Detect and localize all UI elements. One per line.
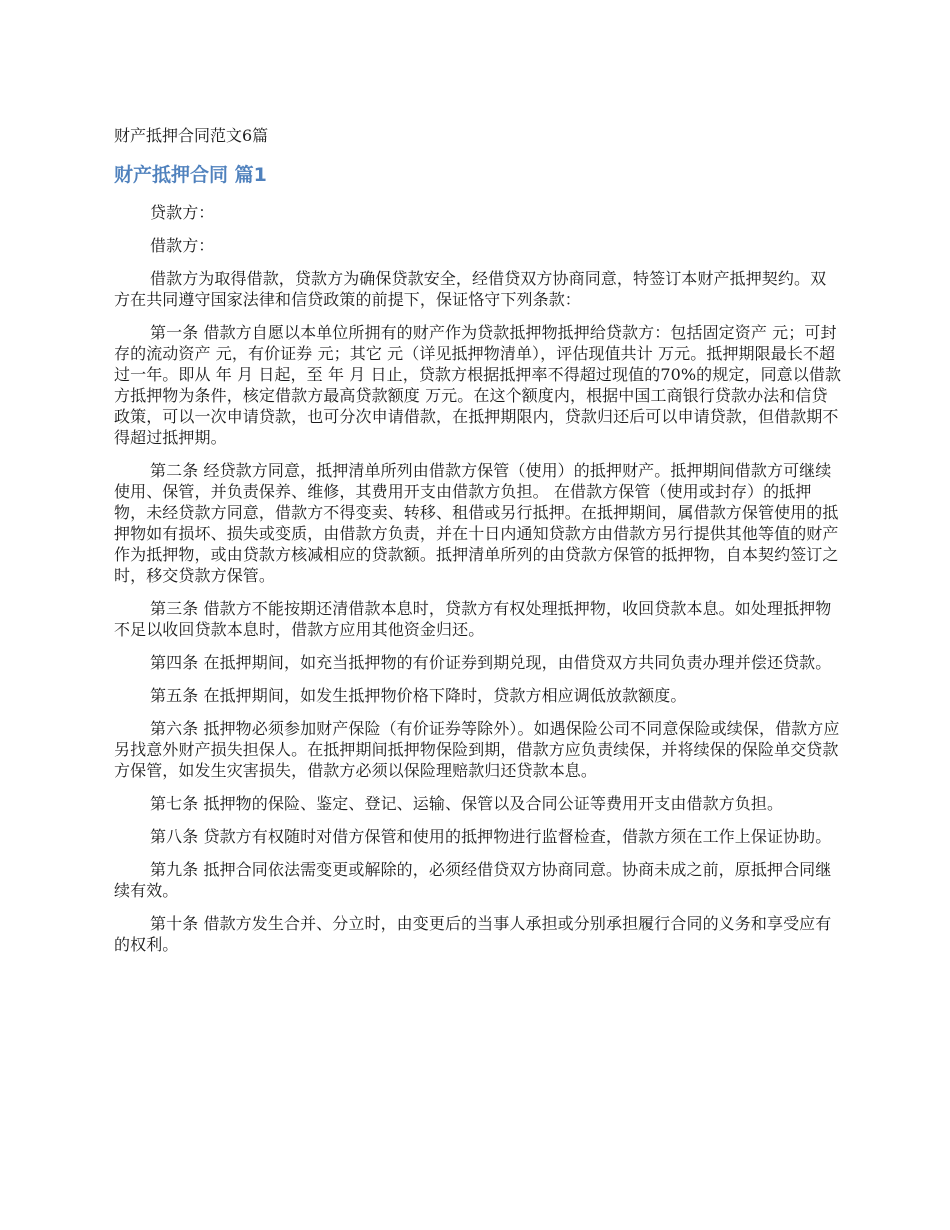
paragraph-article-9: 第九条 抵押合同依法需变更或解除的，必须经借贷双方协商同意。协商未成之前，原抵押合同继续有效。	[114, 860, 832, 900]
paragraph-article-8: 第八条 贷款方有权随时对借方保管和使用的抵押物进行监督检查，借款方须在工作上保证协助。	[150, 827, 832, 846]
paragraph-article-7: 第七条 抵押物的保险、鉴定、登记、运输、保管以及合同公证等费用开支由借款方负担。	[150, 794, 784, 813]
section-heading: 财产抵押合同 篇1	[114, 164, 267, 186]
paragraph-article-5: 第五条 在抵押期间，如发生抵押物价格下降时，贷款方相应调低放款额度。	[150, 686, 687, 705]
document-body	[114, 124, 842, 967]
paragraph-preamble: 借款方为取得借款，贷款方为确保贷款安全，经借贷双方协商同意，特签订本财产抵押契约。双方在共同遵守国家法律和信贷政策的前提下，保证恪守下列条款：	[114, 269, 827, 309]
paragraph-article-4: 第四条 在抵押期间，如充当抵押物的有价证券到期兑现，由借贷双方共同负责办理并偿还贷款。	[150, 653, 832, 672]
paragraph-borrower: 借款方：	[150, 236, 215, 255]
paragraph-article-6: 第六条 抵押物必须参加财产保险（有价证券等除外）。如遇保险公司不同意保险或续保，借款方应另找意外财产损失担保人。在抵押期间抵押物保险到期，借款方应负责续保，并将续保的保险单交贷款方保管，如发生灾害损失，借款方必须以保险理赔款归还贷款本息。	[114, 719, 840, 780]
paragraph-article-10: 第十条 借款方发生合并、分立时，由变更后的当事人承担或分别承担履行合同的义务和享受应有的权利。	[114, 914, 832, 954]
paragraph-article-1: 第一条 借款方自愿以本单位所拥有的财产作为贷款抵押物抵押给贷款方：包括固定资产 元；可封存的流动资产 元，有价证券 元；其它 元（详见抵押物清单），评估现值共计 万元。抵押期限最长不超过一年。即从 年 月 日起，至 年 月 日止，贷款方根据抵押率不得超过现值的70%的规定，同意以借款方抵押物为条件，核定借款方最高贷款额度 万元。在这个额度内，根据中国工商银行贷款办法和信贷政策，可以一次申请贷款，也可分次申请借款，在抵押期限内，贷款归还后可以申请贷款，但借款期不得超过抵押期。	[114, 323, 842, 447]
document-title: 财产抵押合同范文6篇	[114, 126, 269, 145]
paragraph-lender: 贷款方：	[150, 203, 215, 222]
paragraph-article-3: 第三条 借款方不能按期还清借款本息时，贷款方有权处理抵押物，收回贷款本息。如处理抵押物不足以收回贷款本息时，借款方应用其他资金归还。	[114, 599, 832, 639]
paragraph-article-2: 第二条 经贷款方同意，抵押清单所列由借款方保管（使用）的抵押财产。抵押期间借款方可继续使用、保管，并负责保养、维修，其费用开支由借款方负担。 在借款方保管（使用或封存）的抵押物，未经贷款方同意，借款方不得变卖、转移、租借或另行抵押。在抵押期间，属借款方保管使用的抵押物如有损坏、损失或变质，由借款方负责，并在十日内通知贷款方由借款方另行提供其他等值的财产作为抵押物，或由贷款方核减相应的贷款额。抵押清单所列的由贷款方保管的抵押物，自本契约签订之时，移交贷款方保管。	[114, 461, 839, 585]
